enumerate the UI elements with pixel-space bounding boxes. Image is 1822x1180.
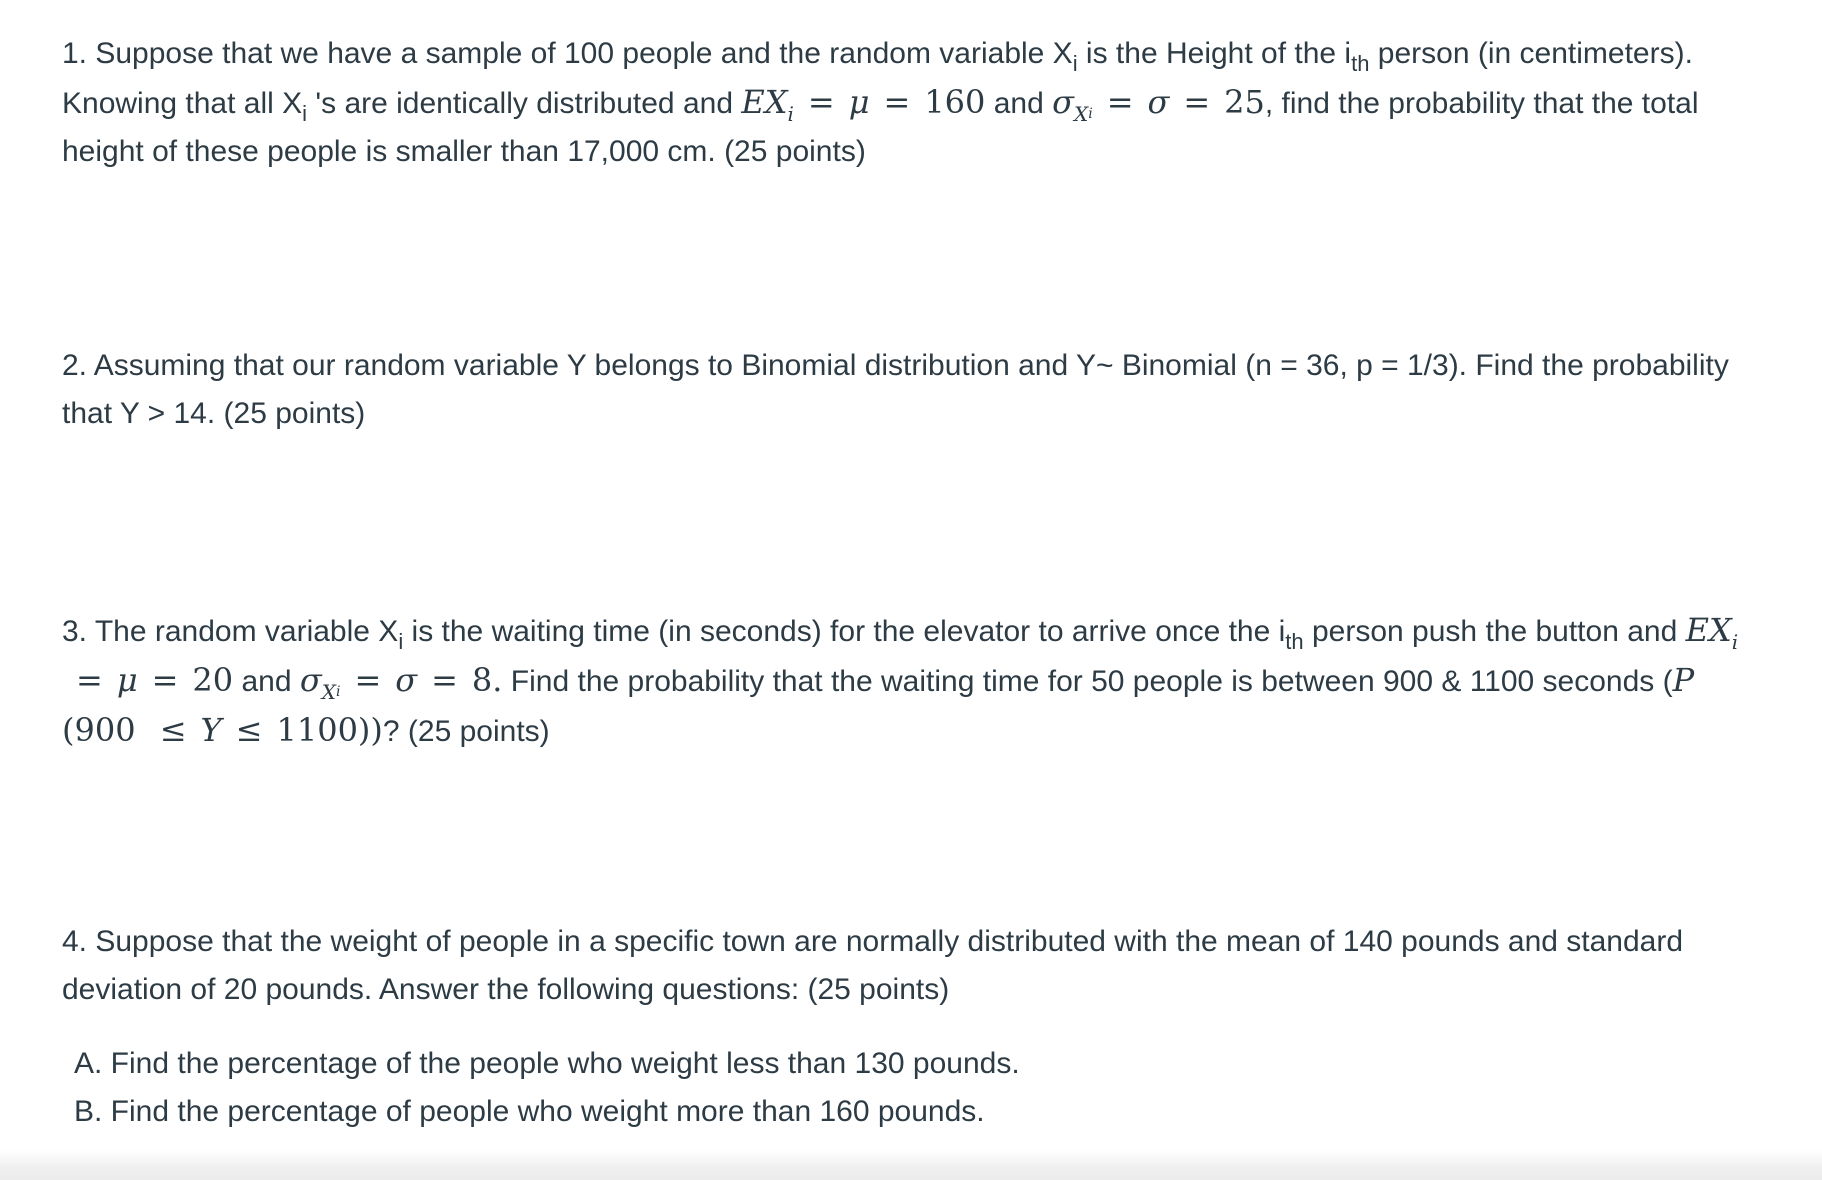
math-expression: $EX_i= \mu = 20$ <box>76 611 1739 699</box>
question-4 <box>62 918 1762 1136</box>
math-expression: $EX_i = \mu = 160$ <box>741 83 986 126</box>
question-1-text: 1. Suppose that we have a sample of 100 people and the random variable $X_i$ is the Height of the $i_{th}$ person (in centimeters). Knowing that all $X_i$ 's are identically distributed and $EX_i = \mu = 160$ and $\sigma_Xi = \sigma = 25$, find the probability that the total height of these people is smaller than 17,000 cm. (25 points) <box>62 37 1699 168</box>
question-1 <box>62 30 1762 176</box>
question-number: 1. <box>62 37 88 70</box>
question-4-subparts <box>74 1040 1762 1136</box>
question-number: 2. <box>62 349 88 382</box>
subpart-a: A. Find the percentage of the people who weight less than 130 pounds. <box>74 1047 1020 1080</box>
question-2-text: 2. Assuming that our random variable Y belongs to Binomial distribution and Y~ Binomial (n = 36, p = 1/3). Find the probability that Y > 14. (25 points) <box>62 349 1729 430</box>
question-3 <box>62 606 1772 756</box>
page-bottom-shadow <box>0 1150 1822 1180</box>
math-expression: $\sigma_Xi = \sigma = 8$. <box>299 661 503 704</box>
question-number: 3. <box>62 615 88 648</box>
math-expression: P (900 ≤ Y ≤ 1100)) <box>62 661 1695 749</box>
question-number: 4. <box>62 925 88 958</box>
question-2 <box>62 342 1762 438</box>
subpart-b: B. Find the percentage of people who weight more than 160 pounds. <box>74 1095 985 1128</box>
question-4-text: 4. Suppose that the weight of people in a specific town are normally distributed with the mean of 140 pounds and standard deviation of 20 pounds. Answer the following questions: (25 points) <box>62 925 1684 1006</box>
math-expression: $\sigma_Xi = \sigma = 25$ <box>1052 83 1265 126</box>
question-3-text: 3. The random variable $X_i$ is the waiting time (in seconds) for the elevator to arrive once the $i_{th}$ person push the button and $EX_i= \mu = 20$ and $\sigma_Xi = \sigma = 8$. Find the probability that the waiting time for 50 people is between 900 & 1100 seconds (P (900 ≤ Y ≤ 1100))? (25 points) <box>62 611 1739 749</box>
